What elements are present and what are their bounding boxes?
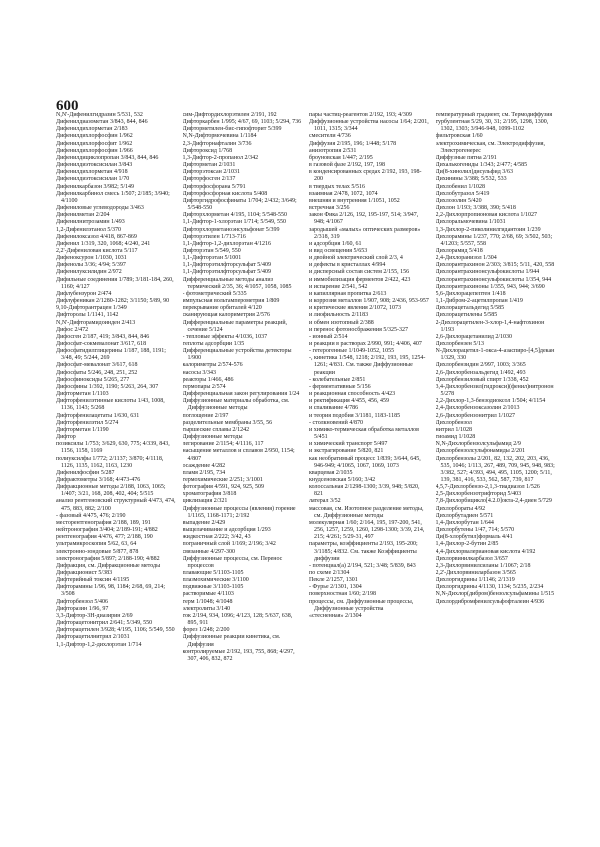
index-entry: в газовой фазе 2/192, 197, 198 xyxy=(309,162,386,169)
index-entry: и перенос фотоносбражения 5/325-327 xyxy=(309,326,409,333)
index-entry: 7,8-Дихлорбицикло[4.2.0]окта-2,4-диен 5/729 xyxy=(435,498,552,505)
index-entry: Дифторэтан 5/549, 550 xyxy=(182,247,241,254)
index-entry: Дихлобенил 1/1028 xyxy=(435,183,486,190)
index-entry: Дихлорацетальдегид 5/585 xyxy=(435,305,505,312)
index-entry: смесители 4/736 xyxy=(309,133,351,140)
index-entry: Дифторацетонитрил 2/641; 5/349, 550 xyxy=(56,620,153,627)
index-entry: Пекле 2/1257, 1301 xyxy=(309,577,358,584)
index-entry: встречная 3/256 xyxy=(309,205,350,212)
index-entry: Дифторметан 2/1031 xyxy=(182,162,236,169)
index-entry: - ферментативные 5/156 xyxy=(309,383,371,390)
index-entry: 1,4-Дихлор-2-бутин 2/85 xyxy=(435,541,499,548)
index-entry: электронно-зондовые 5/877, 878 xyxy=(56,548,139,555)
index-entry: Дифференциальные методы анализ термический 2/35, 36; 4/1057, 1058, 1085 xyxy=(182,276,292,290)
index-column-3 xyxy=(309,112,430,836)
index-entry: 1,1-Дифтор-1-хлорэтан 1/714; 5/549, 550 xyxy=(182,219,287,226)
index-entry: плавающие 5/1103-1105 xyxy=(182,570,244,576)
index-entry: - ионный 2/514 xyxy=(309,333,348,340)
index-entry: 2,6-Дихлорацетанилид 2/1030 xyxy=(435,333,513,340)
index-entry: 1,1-Дифторэтилфторсульфат 5/409 xyxy=(182,262,271,269)
index-entry: Ди(8-хинолил)дисульфид 3/63 xyxy=(435,169,513,176)
index-entry: и коррозия металлов 1/907, 908; 2/436, 953-957 xyxy=(309,298,429,305)
index-entry: Дифракционные методы 2/188, 1063, 1065; 1/407; 3/21, 168, 208, 402, 404; 5/515 xyxy=(56,484,166,498)
index-entry: Дихалькогениды 1/343; 2/477; 4/585 xyxy=(435,162,528,169)
index-entry: в конденсированных средах 2/192, 193, 198-200 xyxy=(309,169,422,183)
index-entry: Дифосфины 1/392, 1190; 5/263, 264, 307 xyxy=(56,383,159,390)
index-entry: 1,3-Дифтор-2-пропанол 2/342 xyxy=(182,154,259,161)
index-entry: электрохимическая, см. Электродиффузия, Электрогенерес xyxy=(435,140,546,154)
index-entry: Дихлоргидрины 4/1130, 1134; 5/235, 2/234 xyxy=(435,584,544,591)
index-entry: «стесненная» 2/1304 xyxy=(309,612,362,619)
index-entry: осаждение 4/282 xyxy=(182,462,226,469)
index-entry: насыщение металлов и сплавов 2/950, 1154; 4/807 xyxy=(182,448,295,462)
index-entry: процессы, см. Диффузионные процессы, Диффузионные устройства xyxy=(309,598,414,612)
index-entry: Дифторфосфорная кислота 5/408 xyxy=(182,190,268,197)
index-entry: Дифенилоксазол 4/418, 867-869 xyxy=(56,233,137,240)
index-entry: Дифеноксурон 1/1030, 1031 xyxy=(56,255,127,262)
index-entry: пары частиц-реагентов 2/192, 193; 4/309 xyxy=(309,112,412,118)
index-entry: сим-Дифтордихлорэтилен 2/191, 192 xyxy=(182,112,277,118)
index-entry: анизотропия 2/531 xyxy=(309,147,357,154)
index-entry: и испарение 2/541, 542 xyxy=(309,283,368,290)
index-entry: жидкостная 2/222; 3/42, 43 xyxy=(182,534,251,541)
index-entry: нитрил 1/1028 xyxy=(435,426,472,433)
index-entry: 2-Дихлорацетилен-3-хлор-1,4-нафтохинон 1/193 xyxy=(435,319,545,333)
index-entry: 2,6-Дихлорбензонитрил 1/1027 xyxy=(435,412,515,419)
index-entry: форез 1/248; 2/200 xyxy=(182,627,230,634)
index-entry: циклизация 2/321 xyxy=(182,498,228,505)
index-entry: 1,1-Дифтор-1,2-дихлорэтан 4/1216 xyxy=(182,240,271,247)
index-entry: Дифракционист 5/383 xyxy=(56,570,113,576)
index-entry: колоссальная 2/1298-1300; 3/39, 948; 5/820, 821 xyxy=(309,484,420,498)
index-entry: нейтронография 3/404; 2/189-191; 4/882 xyxy=(56,527,158,534)
index-entry: и обмен изотопный 2/388 xyxy=(309,319,374,326)
index-entry: и реакции в растворах 2/990, 991; 4/406, 407 xyxy=(309,341,422,347)
index-entry: пограничный слой 1/169; 2/196; 3/42 xyxy=(182,541,276,548)
index-entry: 1,1-Дифтор-1,2-дихлорэтан 1/714 xyxy=(56,641,142,648)
index-entry: - фазовый 4/475, 476; 2/190 xyxy=(56,512,126,519)
index-entry: Дифтерийный токсин 4/1195 xyxy=(56,577,130,584)
index-entry: Дифенил 1/319, 320, 1068; 4/240, 241 xyxy=(56,240,151,247)
index-entry: термопары 2/574 xyxy=(182,383,226,390)
index-entry: Дифосфатидилглицерины 1/187, 188, 1191; 3/48, 49; 5/244, 269 xyxy=(56,348,166,362)
index-entry: Дифосфат-мевалонат 3/617, 618 xyxy=(56,362,138,369)
index-entry: N,N'-Дифторамидоинден 2/413 xyxy=(56,319,136,326)
index-entry: массовая, см. Изотопное разделение методы, см. Диффузионные методы xyxy=(309,505,424,519)
index-entry: поглощение 2/197 xyxy=(182,412,229,419)
index-entry: выпадение 2/429 xyxy=(182,519,226,526)
index-entry: перекрывание орбиталей 4/120 xyxy=(182,305,262,312)
index-entry: Дифенилдиазометан 3/843, 844, 846 xyxy=(56,119,148,126)
index-entry: 4,5,7-Дихлорбензо-2,1,3-тиадиазол 1/526 xyxy=(435,484,540,491)
index-entry: Дихлорбензидин 2/997, 1003; 3/365 xyxy=(435,362,526,369)
index-entry: Дифторметилен-бис-гипофторит 5/399 xyxy=(182,126,282,133)
index-column-4 xyxy=(436,112,557,836)
index-entry: фильтровская 1/60 xyxy=(435,133,483,140)
index-entry: 2,4-Дихлорбензоксазолин 2/1013 xyxy=(435,405,520,412)
index-entry: Дифторэтоксан 2/1031 xyxy=(182,169,241,176)
index-entry: 2,2'-Дихлорвиниларбазон 3/565 xyxy=(435,570,516,576)
index-entry: Дихлорантрахинон 2/303; 3/815; 5/11, 420, 558 xyxy=(435,262,555,269)
index-entry: калориметры 2/574-576 xyxy=(182,362,243,369)
index-entry: Дифторолы 1/1141, 1142 xyxy=(56,312,119,319)
index-entry: 2,2'-Дифениловая кислота 5/117 xyxy=(56,247,138,254)
index-entry: ультрамикроскопия 5/62, 63, 64 xyxy=(56,541,137,548)
index-entry: Дифенилдихлорфосфин 1/966 xyxy=(56,147,133,154)
index-entry: Дихлорбензиловый спирт 1/338, 452 xyxy=(435,376,529,383)
index-entry: параметры, коэффициенты 2/193, 195-200; 3/1185; 4/832. См. также Коэффициенты диффузии xyxy=(309,541,418,562)
index-entry: и капиллярная пропитка 2/613 xyxy=(309,290,387,297)
index-entry: и адсорбция 1/60, 61 xyxy=(309,240,362,247)
index-entry: N,N'-Дифенилгидразин 5/531, 532 xyxy=(56,112,143,118)
index-entry: Дихлорантрахиноны 1/355, 943, 944; 3/690 xyxy=(435,283,545,290)
index-entry: и ректификация 4/455, 456, 459 xyxy=(309,398,389,405)
index-entry: кварцевая 2/1035 xyxy=(309,469,353,476)
index-entry: внешняя и внутренняя 1/1051, 1052 xyxy=(309,197,400,204)
index-entry: Дифенилкарбазон 3/982; 5/149 xyxy=(56,183,135,190)
index-entry: температурный градиент, см. Термодиффузия xyxy=(435,112,553,118)
index-entry: 9,10-Дифторантрацен 1/349 xyxy=(56,305,127,312)
index-entry: 5,6-Дихлорацепептен 1/418 xyxy=(435,290,506,297)
index-entry: и экстрагирование 5/820, 821 xyxy=(309,448,384,455)
index-entry: Дифторфенилацетаты 1/630, 631 xyxy=(56,412,140,419)
index-entry: молекулярная 1/60; 2/164, 195, 197-200, 541, 256, 1257, 1259, 1260, 1298-1300; 3/39, 214, 215; 4/261; 5/29-31, 497 xyxy=(309,519,425,541)
index-entry: Дифлубензурон 2/474 xyxy=(56,290,112,297)
index-entry: и спаливание 4/786 xyxy=(309,405,359,412)
index-entry: и химический транспорт 5/497 xyxy=(309,441,388,448)
index-entry: Дифенилдихлорметан 2/183 xyxy=(56,126,128,133)
index-column-1 xyxy=(56,112,177,836)
index-column-2 xyxy=(183,112,304,836)
index-entry: подвижные 3/1103-1105 xyxy=(182,584,244,591)
index-entry: легирование 2/1154; 4/1116, 117 xyxy=(182,441,264,448)
index-entry: контролируемые 2/192, 193, 755, 868; 4/297, 307, 406, 832, 872 xyxy=(182,648,295,662)
index-entry: Дихлорбензолсульфонамиды 2/201 xyxy=(435,448,525,455)
index-entry: Дифторфенилэтил 5/274 xyxy=(56,419,119,426)
index-entry: фотография 4/591, 924, 925, 509 xyxy=(182,484,265,491)
index-entry: и критические явления 2/1072, 1073 xyxy=(309,305,401,312)
index-entry: Дифосген 2/187, 419; 3/843, 844, 846 xyxy=(56,333,150,340)
index-entry: - столкновений 4/870 xyxy=(309,419,364,426)
index-entry: 2,2-Дихлорпропионовая кислота 1/1027 xyxy=(435,212,538,219)
index-entry: N,N-Дихлор(дибром)бензолсульфамины 1/515 xyxy=(435,591,555,598)
index-entry: Дифенилдиэтоксисилан 3/843 xyxy=(56,162,133,169)
index-entry: Дифтороксид 1/768 xyxy=(182,147,233,154)
index-entry: Дифторхлорметан 4/195, 1104; 5/548-550 xyxy=(182,212,287,219)
index-entry: броуновская 1/447; 2/195 xyxy=(309,154,373,161)
index-entry: Дихлорвинилкарбазол 3/657 xyxy=(435,555,508,562)
index-entry: термохимические 2/251; 3/1001 xyxy=(182,476,263,483)
index-entry: Дифенилфосфин 5/287 xyxy=(56,469,115,476)
index-entry: 1,2-Дифенилэтанол 5/370 xyxy=(56,226,121,233)
index-entry: Диффузионные устройства насосы 1/64; 2/201, 1011, 1315; 3/344 xyxy=(309,119,429,133)
index-entry: N,N-Дифтормочевина 1/1184 xyxy=(182,133,257,140)
index-entry: Дифторамины 1/96, 98, 1184; 2/68, 69, 214; 3/508 xyxy=(56,584,166,598)
index-entry: Дихлорацетилены 5/585 xyxy=(435,312,498,319)
index-entry: N-Дихлорацетил-1-окса-4-азаспиро-[4,5]декан 1/329, 330 xyxy=(435,348,555,362)
index-entry: 2,5-Дихлорбензотрифторид 5/403 xyxy=(435,491,522,498)
index-entry: Дихлорбутадиен 5/571 xyxy=(435,512,494,519)
index-entry: позиксилы 1/753; 3/629, 630, 775; 4/339, 843, 1156, 1158, 1169 xyxy=(56,441,170,455)
index-entry: Дихлорантрахинонсульфокислоты 1/354, 944 xyxy=(435,276,552,283)
index-entry: 2,3-Дифторнафталин 3/736 xyxy=(182,140,252,147)
index-entry: - фотометрический 5/335 xyxy=(182,290,247,297)
index-entry: по схеме 2/1304 xyxy=(309,570,350,576)
index-entry: тыршеские сплавы 2/1242 xyxy=(182,426,250,433)
index-entry: 1,1-Дифторэтан 5/1001 xyxy=(182,255,242,262)
index-entry: Дихлорбензолы 2/201, 82, 132, 202, 203, 436, 535, 1046; 1/113, 267, 489, 709, 945, 948, 983; 3/382, 527; 4/393, 494, 495, 1105, 1200; 5/11, 139, 381, 416, 533, 562, 587, 739, 817 xyxy=(435,455,555,483)
index-entry: Дифрактометры 3/168; 4/473-476 xyxy=(56,476,141,483)
index-entry: Дифенилдихлорметан 4/918 xyxy=(56,169,128,176)
index-entry: пламя 2/195, 734 xyxy=(182,469,226,476)
index-entry: Дифенилдиэтоксисилан 1/70 xyxy=(56,176,130,183)
index-entry: латерал 3/52 xyxy=(309,498,341,505)
index-entry: Дифосфиноксиды 5/265, 277 xyxy=(56,376,130,383)
index-entry: Дифенилкарбинол смесь 1/507; 2/185; 3/940; 4/1100 xyxy=(56,190,170,204)
index-entry: поверхностная 1/60; 2/198 xyxy=(309,591,376,598)
index-entry: и теория подобия 3/1181, 1183-1185 xyxy=(309,412,401,419)
index-entry: - потенциал(а) 2/194, 521; 3/48; 5/839, 843 xyxy=(309,562,416,569)
index-entry: Дихлорамины 1/237, 770; 2/68, 69; 3/502, 503; 4/1203; 5/557, 558 xyxy=(435,233,553,247)
index-entry: плазмохимические 3/1100 xyxy=(182,577,249,584)
index-entry: Дифракция, см. Дифракционные методы xyxy=(56,562,161,569)
index-entry: Диффузионные процессы, см. Перенос процессов xyxy=(182,555,283,569)
index-entry: Дихлорамид 5/418 xyxy=(435,247,483,254)
index-entry: Дихлорбензол xyxy=(435,419,472,426)
index-entry: и химико-термическая обработка металлов 5/451 xyxy=(309,426,419,441)
index-entry: Дифференциальные устройства детекторы 1/900 xyxy=(182,348,292,362)
index-entry: Дихлобутразол 5/419 xyxy=(435,190,490,197)
index-entry: 1,1-Дибром-2-ацетилпропан 1/419 xyxy=(435,298,523,305)
index-entry: Дифторгидрофосфинаты 1/704; 2/432; 3/649; 5/548-550 xyxy=(182,197,297,212)
index-entry: Дифтор xyxy=(56,434,76,441)
index-entry: 2,2-Дихлор-1,3-бензодиоксол 1/504; 4/1154 xyxy=(435,398,546,405)
index-entry: Дихлоральмочевина 1/1031 xyxy=(435,219,506,226)
index-entry: Дифторметан 1/1190 xyxy=(56,426,109,433)
index-entry: Дифосфат-сокмевалонат 3/617, 618 xyxy=(56,341,147,347)
index-entry: Диффузия 2/195, 196; 1/448; 5/178 xyxy=(309,140,397,147)
index-entry: Дихлоргидрины 1/1146; 2/1319 xyxy=(435,577,515,584)
index-entry: Дифенилдихлорфосфит 1/962 xyxy=(56,140,133,147)
index-entry: импульсная вольтамперометрия 1/809 xyxy=(182,298,280,305)
index-entry: турбулентная 5/29, 30, 31; 2/195, 1298, 1300, 1302, 1303; 3/946-948, 1099-1102 xyxy=(435,119,549,133)
index-entry: Дифторбензол 5/406 xyxy=(56,598,108,605)
index-entry: Дихлорбораты 4/92 xyxy=(435,505,486,512)
index-entry: Дифференциальная закон регулирования 1/24 xyxy=(182,391,300,398)
index-entry: - гетерогенные 1/1049-1052, 1055 xyxy=(309,348,395,355)
index-entry: Дифенилметан 2/204 xyxy=(56,212,110,219)
index-entry: N,N-Дихлорбензолсульфамид 2/9 xyxy=(435,441,521,448)
index-entry: Дифторхлорметаноэнсульфонат 5/399 xyxy=(182,226,280,233)
index-entry: рентгенография 4/476, 477; 2/188, 190 xyxy=(56,534,153,541)
index-entry: 2,6-Дихлорбензальдегид 1/492, 493 xyxy=(435,369,526,376)
index-entry: Дихинины 3/388; 5/532, 533 xyxy=(435,176,507,183)
index-entry: Дифторацетилнитрил 2/1031 xyxy=(56,634,130,641)
index-entry: Диффузионные материалы обработка, см. Диффузионные методы xyxy=(182,398,290,412)
index-entry: как необратимый процесс 1/839; 3/644, 645, 946-949; 4/1065, 1067, 1069, 1073 xyxy=(309,455,421,469)
index-entry: связанные 4/297-300 xyxy=(182,548,235,555)
index-entry: и дефекты в кристаллах 4/994 xyxy=(309,262,386,269)
index-entry: Дихлорбензен 5/13 xyxy=(435,341,485,347)
index-entry: 3,3-Дифтор-3Н-диазирин 2/69 xyxy=(56,612,133,619)
index-entry: и вид освещения 5/653 xyxy=(309,247,368,254)
index-entry: анализ рентгеновский структурный 4/473, 474, 475, 883, 882; 2/100 xyxy=(56,498,176,512)
index-entry: Дифильные соединения 1/789; 3/181-184, 260, 1160; 4/127 xyxy=(56,276,174,290)
index-entry: и дисперсный состав систем 2/155, 156 xyxy=(309,269,410,276)
index-entry: полиуксилфы 1/772; 2/1137; 3/870; 4/1118, 1126, 1135, 1162, 1163, 1230 xyxy=(56,455,164,469)
index-entry: - колебательные 2/851 xyxy=(309,376,366,383)
index-entry: зародышей «малых» оптических размеров» 2/318, 319 xyxy=(309,226,421,240)
index-entry: Дифференциальные параметры реакций, сечение 5/124 xyxy=(182,319,288,333)
index-entry: - Фурье 2/1301, 1304 xyxy=(309,584,362,591)
index-entry: Дифенилуксилидин 2/972 xyxy=(56,269,122,276)
index-entry: Дифторфосген 2/137 xyxy=(182,176,236,183)
index-entry: выщелачивание и адсорбция 1/293 xyxy=(182,527,271,534)
index-entry: Дифторфосфорана 5/791 xyxy=(182,183,246,190)
index-entry: ток 2/194, 934, 1096; 4/123, 128; 5/637, 638, 895, 911 xyxy=(182,612,293,627)
index-entry: и реакционная способность 4/423 xyxy=(309,391,396,398)
index-entry: электролиты 3/140 xyxy=(182,605,231,612)
index-entry: Дифторацетилен 3/928; 4/195, 1106; 5/549, 550 xyxy=(56,627,175,634)
index-entry: 1,1-Дифторэтилфторсульфат 5/409 xyxy=(182,269,271,276)
index-entry: и двойной электрический слой 2/3, 4 xyxy=(309,255,403,262)
index-entry: -, кинетика 1/548, 1218; 2/192, 193, 195, 1254-1261; 4/831. См. также Диффузионные реакции xyxy=(309,355,426,376)
index-entry: и лиофильность 2/1183 xyxy=(309,312,369,319)
index-entry: Дифенилнитрозамин 1/493 xyxy=(56,219,125,226)
index-entry: закон Фика 2/126, 192, 195-197, 514; 3/947, 948; 4/1067 xyxy=(309,212,419,226)
index-entry: 1,3-Дихлор-2-пиколинилгидантоин 1/239 xyxy=(435,226,541,233)
index-entry: терм 1/1048; 4/1048 xyxy=(182,598,233,605)
index-entry: 2,4-Дихлоранизол 1/304 xyxy=(435,255,497,262)
index-entry: кнудсеновская 5/160; 3/42 xyxy=(309,476,376,483)
index-entry: электронография 5/897; 2/188-190; 4/882 xyxy=(56,555,160,562)
index-entry: Дифторазин 1/96, 97 xyxy=(56,605,109,612)
index-entry: насосы 3/343 xyxy=(182,369,217,376)
index-entry: растворимые 4/1103 xyxy=(182,591,234,598)
index-entry: разделительные мембраны 3/55, 56 xyxy=(182,419,273,426)
index-entry: Дифосфаты 5/246, 248, 251, 252 xyxy=(56,369,138,376)
index-entry: и иммобилизация ферментов 2/422, 423 xyxy=(309,276,411,283)
index-entry: Диффузионные методы xyxy=(182,434,243,441)
index-entry: Дихлорантрахинонсульфокислоты 1/944 xyxy=(435,269,540,276)
index-entry: Дифторметан 1/1103 xyxy=(56,391,109,398)
index-entry: хроматография 3/818 xyxy=(182,491,237,498)
index-entry: - тепловые эффекты 4/1036, 1037 xyxy=(182,333,268,340)
index-entry: 2,3-Дихлорвинилсиланы 1/1067; 2/18 xyxy=(435,562,531,569)
index-entry: Ди(8-хлорбутил)формаль 4/41 xyxy=(435,534,513,541)
index-entry: месторентгенография 2/188, 189, 191 xyxy=(56,519,151,526)
index-entry: реакторы 1/466, 486 xyxy=(182,376,234,383)
index-entry: Дихлозолин 5/420 xyxy=(435,197,482,204)
index-entry: Дифос 2/472 xyxy=(56,326,89,333)
index-entry: 3,4-Дихлорбензил(гидрокси)(фенил)нитронон 5/278 xyxy=(435,383,554,398)
index-entry: Дифторкарбен 1/995; 4/67, 69, 1103; 5/294, 736 xyxy=(182,119,302,126)
index-entry: сканирующая калориметрия 2/576 xyxy=(182,312,271,319)
index-entry: Диффузные пятна 2/191 xyxy=(435,154,497,161)
index-entry: Дифторэтилен 1/713-716 xyxy=(182,233,246,240)
index-entry: Дифенилдициклопропан 3/843, 844, 846 xyxy=(56,154,159,161)
index-entry: Дифлуфеникан 2/1280-1282; 3/1150; 5/89, 90 xyxy=(56,298,170,305)
page-number: 600 xyxy=(56,98,79,114)
index-entry: Диффузионные реакции кинетика, см. Диффузия xyxy=(182,634,281,648)
index-entry: Дифениловые углеводороды 3/463 xyxy=(56,205,144,212)
index-entry: Дифенилдихлорфосфин 1/962 xyxy=(56,133,133,140)
index-entry: тиоамид 1/1028 xyxy=(435,434,476,441)
index-entry: в твердых телах 5/516 xyxy=(309,183,366,190)
index-entry: Дихлордибромфенилсульфофталеин 4/936 xyxy=(435,598,545,605)
index-entry: Дифенолы 3/36; 4/94; 5/397 xyxy=(56,262,126,269)
index-entry: Дихлорбутены 1/47, 714; 5/570 xyxy=(435,527,515,534)
index-columns xyxy=(56,112,556,836)
index-entry: 1,4-Дихлорбутан 1/644 xyxy=(435,519,494,526)
index-entry: Дихлон 1/193; 3/388, 390; 5/418 xyxy=(435,205,516,212)
index-entry: 4,4-Дихлорвалериановая кислота 4/192 xyxy=(435,548,536,555)
index-entry: теплоты адсорбции 1/35 xyxy=(182,341,245,347)
index-entry: Дифторфенилэтинные кислоты 1/43, 1008, 1136, 1143; 5/268 xyxy=(56,398,165,412)
index-entry: взаимная 2/478, 1072, 1074 xyxy=(309,190,378,197)
index-entry: Диффузионные процессы (явления) горение 1/1165, 1168-1171; 2/192 xyxy=(182,505,296,519)
